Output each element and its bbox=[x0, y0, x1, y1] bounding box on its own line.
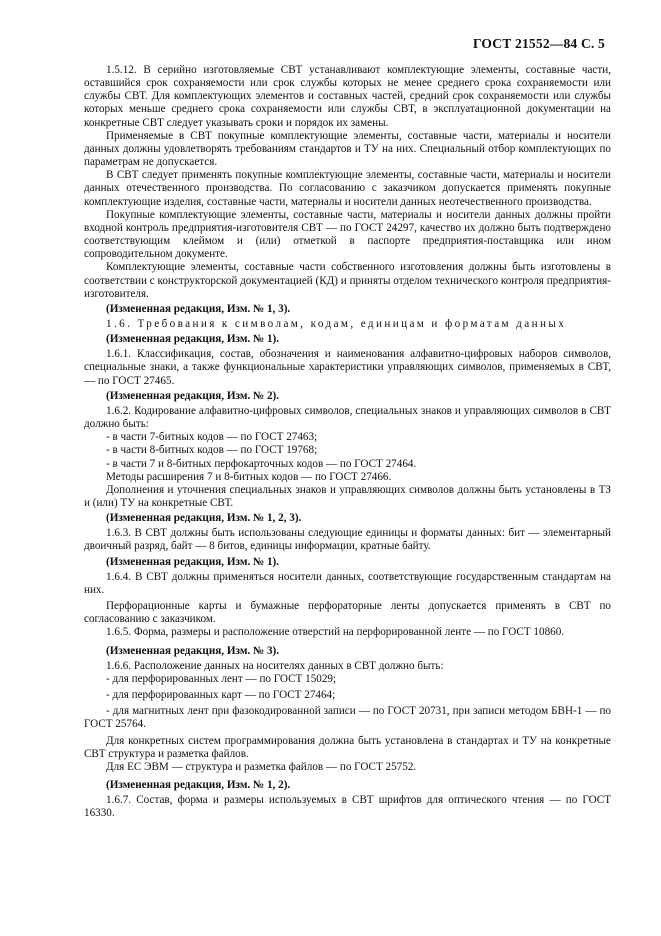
paragraph: Для конкретных систем программирования должна быть установлена в стандартах и ТУ на конкретные СВТ структура и разметка файлов. bbox=[84, 734, 611, 760]
clause-1-6-3: 1.6.3. В СВТ должны быть использованы следующие единицы и форматы данных: бит — элементарный двоичный разряд, байт — 8 битов, единицы информации, кратные байту. bbox=[84, 527, 611, 553]
clause-1-6-4: 1.6.4. В СВТ должны применяться носители данных, соответствующие государственным стандартам на них. bbox=[84, 570, 611, 596]
paragraph: Комплектующие элементы, составные части собственного изготовления должны быть изготовлены в соответствии с конструкторской документацией (КД) и приняты отделом технического контроля предприятия-изготовителя. bbox=[84, 261, 611, 300]
list-item: - в части 7 и 8-битных перфокарточных кодов — по ГОСТ 27464. bbox=[106, 457, 417, 470]
revision-note: (Измененная редакция, Изм. № 3). bbox=[106, 644, 280, 657]
revision-note: (Измененная редакция, Изм. № 1). bbox=[106, 333, 280, 346]
revision-note: (Измененная редакция, Изм. № 2). bbox=[106, 389, 280, 402]
clause-1-6-6: 1.6.6. Расположение данных на носителях данных в СВТ должно быть: bbox=[106, 659, 444, 672]
clause-1-6-5: 1.6.5. Форма, размеры и расположение отверстий на перфорированной ленте — по ГОСТ 10860. bbox=[106, 626, 565, 639]
clause-1-6-1: 1.6.1. Классификация, состав, обозначения и наименования алфавитно-цифровых наборов символов, специальные знаки, а также функциональные характеристики управляющих символов, применяемых в СВТ, — по ГОСТ 27465. bbox=[84, 348, 611, 387]
revision-note: (Измененная редакция, Изм. № 1). bbox=[106, 555, 280, 568]
revision-note: (Измененная редакция, Изм. № 1, 2, 3). bbox=[106, 512, 302, 525]
paragraph: Применяемые в СВТ покупные комплектующие элементы, составные части, материалы и носители данных должны удовлетворять требованиям стандартов и ТУ на них. Специальный отбор комплектующих по параметрам не допускается. bbox=[84, 129, 611, 169]
list-item: - в части 7-битных кодов — по ГОСТ 27463; bbox=[106, 431, 318, 444]
paragraph: Перфорационные карты и бумажные перфораторные ленты допускается применять в СВТ по согласованию с заказчиком. bbox=[84, 600, 611, 626]
list-item: - в части 8-битных кодов — по ГОСТ 19768; bbox=[106, 444, 318, 457]
document-body bbox=[84, 64, 611, 820]
revision-note: (Измененная редакция, Изм. № 1, 3). bbox=[106, 302, 291, 315]
page-header: ГОСТ 21552—84 С. 5 bbox=[472, 36, 605, 51]
list-item: - для перфорированных лент — по ГОСТ 15029; bbox=[106, 672, 337, 685]
list-item: - для магнитных лент при фазокодированной записи — по ГОСТ 20731, при записи методом БВН-1 — по ГОСТ 25764. bbox=[84, 705, 611, 731]
clause-1-5-12: 1.5.12. В серийно изготовляемые СВТ устанавливают комплектующие элементы, составные части, оставшийся срок сохраняемости или срок службы которых не менее среднего срока сохраняемости или службы СВТ. Для комплектующих элементов и составных частей, средний срок сохраняемости или службы которых меньше среднего срока сохраняемости или службы СВТ, в эксплуатационной документации на конкретные СВТ следует указывать сроки и порядок их замены. bbox=[84, 64, 611, 129]
revision-note: (Измененная редакция, Изм. № 1, 2). bbox=[106, 778, 291, 791]
paragraph: Покупные комплектующие элементы, составные части, материалы и носители данных должны пройти входной контроль предприятия-изготовителя СВТ — по ГОСТ 24297, качество их должно быть подтверждено соответствующим клеймом и (или) отметкой в паспорте предприятия-поставщика или ином сопроводительном документе. bbox=[84, 208, 611, 261]
paragraph: Методы расширения 7 и 8-битных кодов — по ГОСТ 27466. bbox=[106, 470, 392, 483]
paragraph: Дополнения и уточнения специальных знаков и управляющих символов должны быть установлены в ТЗ и (или) ТУ на конкретные СВТ. bbox=[84, 483, 611, 509]
paragraph: В СВТ следует применять покупные комплектующие элементы, составные части, материалы и носители данных отечественного производства. По согласованию с заказчиком допускается применять покупные комплектующие изделия, составные части, материалы и носители данных неотечественного производства. bbox=[84, 169, 611, 208]
list-item: - для перфорированных карт — по ГОСТ 27464; bbox=[106, 689, 336, 702]
clause-1-6-2: 1.6.2. Кодирование алфавитно-цифровых символов, специальных знаков и управляющих символов в СВТ должно быть: bbox=[84, 404, 611, 431]
clause-1-6-7: 1.6.7. Состав, форма и размеры используемых в СВТ шрифтов для оптического чтения — по ГОСТ 16330. bbox=[84, 794, 611, 820]
paragraph: Для ЕС ЭВМ — структура и разметка файлов — по ГОСТ 25752. bbox=[106, 760, 417, 773]
section-heading-1-6: 1.6. Требования к символам, кодам, единицам и форматам данных bbox=[106, 317, 567, 330]
